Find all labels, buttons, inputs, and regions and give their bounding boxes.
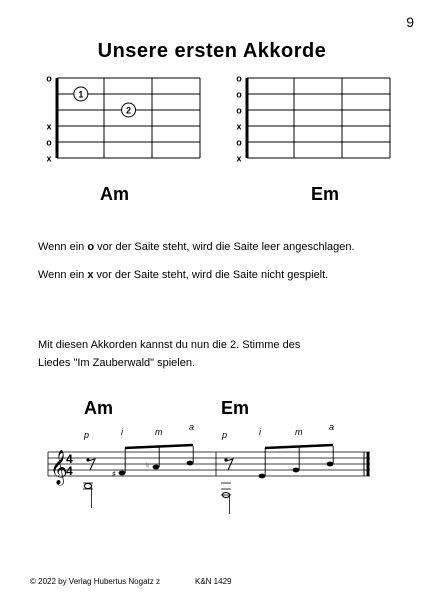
fingering-i: i xyxy=(121,427,123,437)
fingering-i: i xyxy=(259,427,261,437)
page-title: Unsere ersten Akkorde xyxy=(97,40,327,62)
instruction-text: vor der Saite steht, wird die Saite leer angeschlagen. xyxy=(94,241,355,253)
finger-number: 2 xyxy=(126,105,132,116)
fingering-a: a xyxy=(189,422,195,432)
sharp-icon: ♯ xyxy=(112,471,116,478)
fingering-p: p xyxy=(222,430,228,440)
instruction-text: Wenn ein xyxy=(38,269,88,281)
open-string-mark: o xyxy=(236,137,242,148)
fingering-a: a xyxy=(329,422,335,432)
music-score xyxy=(0,392,424,532)
beamed-eighth-notes xyxy=(259,445,334,478)
intro-line-2: Liedes "Im Zauberwald" spielen. xyxy=(38,357,196,369)
beamed-eighth-notes xyxy=(112,445,193,478)
intro-text xyxy=(38,336,300,372)
score-chord-am: Am xyxy=(84,398,114,418)
fingering-m: m xyxy=(295,427,303,437)
chord-grid xyxy=(247,78,390,158)
open-string-mark: o xyxy=(236,105,242,116)
finger-number: 1 xyxy=(78,89,84,100)
muted-string-mark: x xyxy=(46,121,52,132)
open-string-instruction xyxy=(38,238,355,256)
muted-string-mark: x xyxy=(236,153,242,164)
open-string-symbol: o xyxy=(87,241,95,253)
score-chord-em: Em xyxy=(221,398,250,418)
time-signature-bottom: 4 xyxy=(66,464,73,478)
intro-line-1: Mit diesen Akkorden kannst du nun die 2. Stimme des xyxy=(38,339,301,351)
chord-diagram-em xyxy=(212,66,424,166)
page-number: 9 xyxy=(406,14,414,30)
bass-half-note xyxy=(83,483,93,508)
instruction-text: vor der Saite steht, wird die Saite nicht gespielt. xyxy=(93,269,329,281)
treble-clef-icon: 𝄞 xyxy=(50,451,68,484)
muted-string-mark: x xyxy=(46,153,52,164)
instruction-text: Wenn ein xyxy=(38,241,88,253)
open-string-mark: o xyxy=(236,89,242,100)
time-signature-top: 4 xyxy=(66,452,73,466)
muted-string-instruction xyxy=(38,266,328,284)
catalog-code: K&N 1429 xyxy=(195,577,232,586)
copyright-notice: © 2022 by Verlag Hubertus Nogatz z xyxy=(30,577,160,586)
open-string-mark: o xyxy=(46,73,52,84)
fingering-p: p xyxy=(84,430,90,440)
muted-string-symbol: x xyxy=(87,269,94,281)
chord-name-am: Am xyxy=(100,184,130,204)
bass-half-note xyxy=(221,483,231,514)
chord-name-em: Em xyxy=(311,184,340,204)
staff xyxy=(48,452,370,476)
open-string-mark: o xyxy=(236,73,242,84)
natural-icon: ♮ xyxy=(146,461,149,470)
muted-string-mark: x xyxy=(236,121,242,132)
chord-diagram-am xyxy=(0,66,212,166)
open-string-mark: o xyxy=(46,137,52,148)
fingering-m: m xyxy=(155,427,163,437)
